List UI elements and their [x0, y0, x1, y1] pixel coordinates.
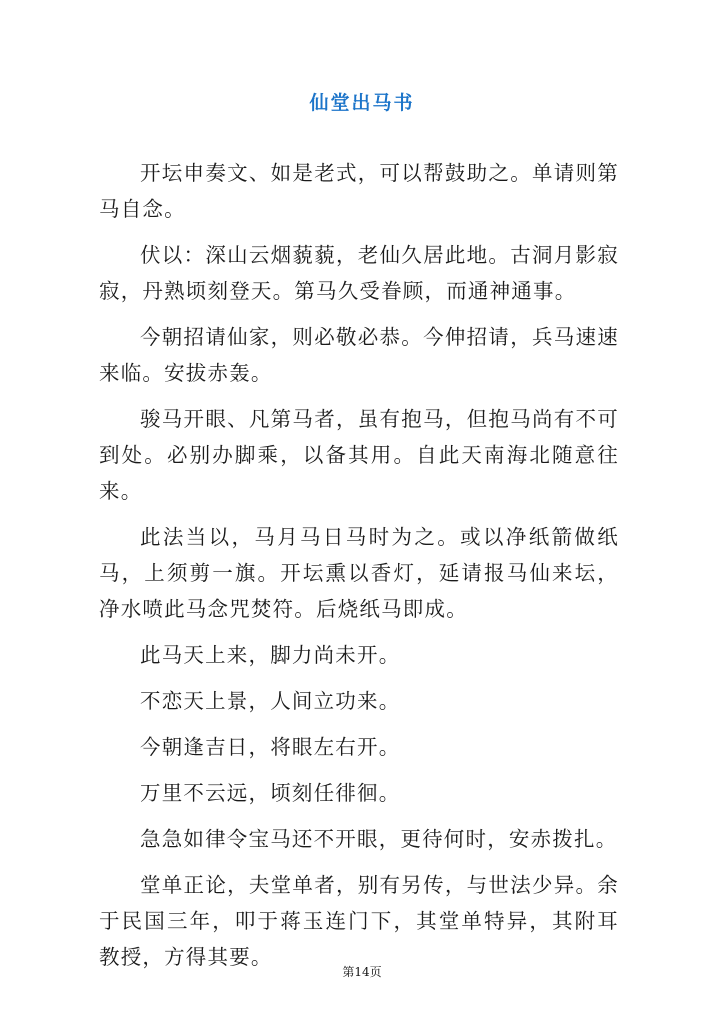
paragraph: 伏以：深山云烟藐藐，老仙久居此地。古洞月影寂寂，丹熟顷刻登天。第马久受眷顾，而通神通事。: [99, 243, 619, 303]
verse-line: 今朝逢吉日，将眼左右开。: [140, 735, 401, 759]
page-number: 第14页: [342, 965, 382, 979]
paragraph: 急急如律令宝马还不开眼，更待何时，安赤拨扎。: [140, 827, 618, 851]
paragraph: 此法当以，马月马日马时为之。或以净纸箭做纸马，上须剪一旗。开坛熏以香灯，延请报马仙来坛，净水喷此马念咒焚符。后烧纸马即成。: [99, 525, 619, 621]
verse-line: 不恋天上景，人间立功来。: [140, 689, 401, 713]
verse-line: 万里不云远，顷刻任徘徊。: [140, 781, 401, 805]
paragraph: 今朝招请仙家，则必敬必恭。今伸招请，兵马速速来临。安拔赤轰。: [99, 325, 619, 385]
paragraph: 堂单正论，夫堂单者，别有另传，与世法少异。余于民国三年，叩于蒋玉连门下，其堂单特异，其附耳教授，方得其要。: [99, 873, 619, 969]
paragraph: 开坛申奏文、如是老式，可以帮鼓助之。单请则第马自念。: [99, 161, 619, 221]
verse-line: 此马天上来，脚力尚未开。: [140, 643, 401, 667]
page-title: 仙堂出马书: [309, 92, 415, 114]
document-body: [99, 155, 619, 975]
paragraph: 骏马开眼、凡第马者，虽有抱马，但抱马尚有不可到处。必别办脚乘，以备其用。自此天南海北随意往来。: [99, 407, 619, 503]
